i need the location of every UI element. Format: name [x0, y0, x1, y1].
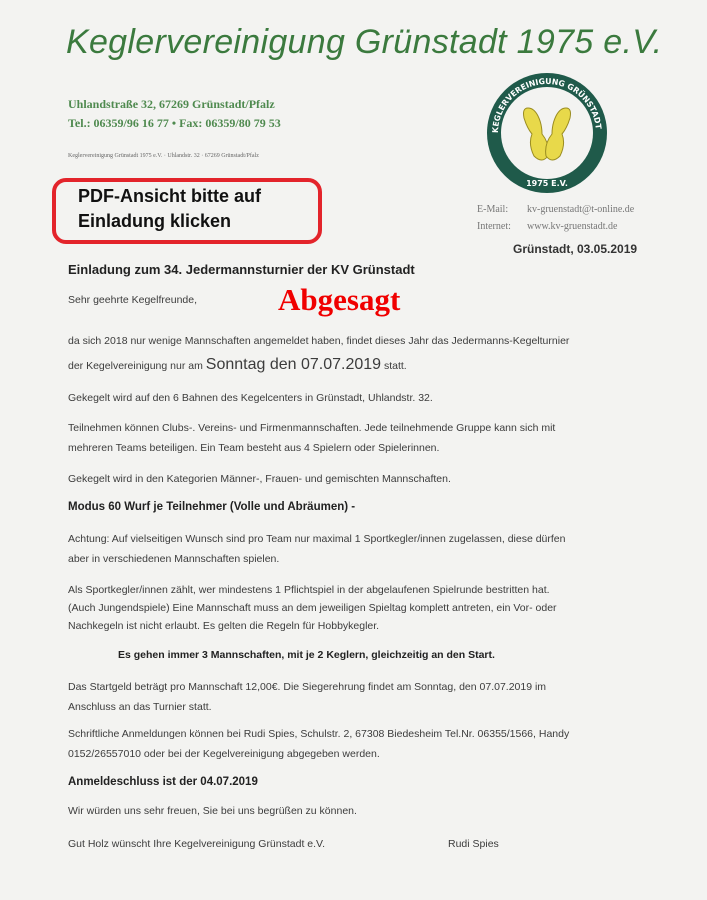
text-line: Achtung: Auf vielseitigen Wunsch sind pro Team nur maximal 1 Sportkegler/innen zugelassen, diese dürfen: [68, 533, 566, 545]
paragraph-6: [68, 581, 698, 635]
text-line: Schriftliche Anmeldungen können bei Rudi Spies, Schulstr. 2, 67308 Biedesheim Tel.Nr. 06355/1566, Handy: [68, 728, 570, 740]
text-line: Das Startgeld beträgt pro Mannschaft 12,00€. Die Siegerehrung findet am Sonntag, den 07.07.2019 im: [68, 681, 547, 693]
text-line: Nachkegeln ist nicht erlaubt. Es gelten die Regeln für Hobbykegler.: [68, 620, 380, 632]
paragraph-2: Gekegelt wird auf den 6 Bahnen des Kegelcenters in Grünstadt, Uhlandstr. 32.: [68, 392, 433, 404]
text-line: Teilnehmen können Clubs-. Vereins- und Firmenmannschaften. Jede teilnehmende Gruppe kann sich mit: [68, 422, 556, 434]
text-line: (Auch Jungendspiele) Eine Mannschaft muss an dem jeweiligen Spieltag komplett antreten, ein Vor- oder: [68, 602, 557, 614]
letter-heading: Einladung zum 34. Jedermannsturnier der KV Grünstadt: [68, 262, 415, 277]
org-title: Keglervereinigung Grünstadt 1975 e.V.: [66, 23, 663, 61]
internet-row: [477, 220, 617, 233]
greeting: Sehr geehrte Kegelfreunde,: [68, 294, 198, 306]
text-line: da sich 2018 nur wenige Mannschaften angemeldet haben, findet dieses Jahr das Jedermanns-Kegelturnier: [68, 335, 570, 347]
paragraph-5: [68, 529, 698, 569]
paragraph-1: [68, 331, 698, 375]
text-line: aber in verschiedenen Mannschaften spielen.: [68, 553, 280, 565]
text-line: mehreren Teams beteiligen. Ein Team besteht aus 4 Spielern oder Spielerinnen.: [68, 442, 440, 454]
start-rule: Es gehen immer 3 Mannschaften, mit je 2 Keglern, gleichzeitig an den Start.: [118, 649, 495, 661]
logo-year-text: 1975 E.V.: [526, 179, 568, 188]
closing-line: Wir würden uns sehr freuen, Sie bei uns begrüßen zu können.: [68, 805, 357, 817]
pdf-notice-line1[interactable]: PDF-Ansicht bitte auf: [78, 186, 261, 206]
text-span: der Kegelvereinigung nur am: [68, 360, 206, 372]
org-phone-fax: Tel.: 06359/96 16 77 • Fax: 06359/80 79 53: [68, 116, 281, 130]
email-row: [477, 203, 634, 216]
signoff-row: [68, 834, 698, 854]
club-logo-icon: [482, 68, 612, 198]
org-address: Uhlandstraße 32, 67269 Grünstadt/Pfalz: [68, 97, 275, 111]
logo-ring-text: KEGLERVEREINIGUNG GRÜNSTADT: [490, 76, 603, 134]
text-line: Als Sportkegler/innen zählt, wer mindestens 1 Pflichtspiel in der abgelaufenen Spielrunde bestritten hat.: [68, 584, 550, 596]
greeting-row: [68, 282, 698, 318]
text-line: 0152/26557010 oder bei der Kegelvereinigung abgegeben werden.: [68, 748, 380, 760]
pdf-notice-line2[interactable]: Einladung klicken: [78, 211, 232, 231]
paragraph-4: Gekegelt wird in den Kategorien Männer-, Frauen- und gemischten Mannschaften.: [68, 473, 451, 485]
letter-date: Grünstadt, 03.05.2019: [513, 242, 638, 256]
tournament-date: Sonntag den 07.07.2019: [205, 356, 382, 373]
letter-body: [68, 262, 698, 854]
paragraph-7: [68, 677, 698, 717]
website-link[interactable]: www.kv-gruenstadt.de: [527, 221, 618, 232]
modus-line: Modus 60 Wurf je Teilnehmer (Volle und Abräumen) -: [68, 501, 356, 513]
text-line: [68, 355, 698, 375]
paragraph-8: [68, 724, 698, 764]
registration-deadline: Anmeldeschluss ist der 04.07.2019: [68, 776, 258, 788]
text-span: statt.: [381, 360, 407, 372]
text-line: Anschluss an das Turnier statt.: [68, 701, 212, 713]
email-label: E-Mail:: [477, 204, 509, 215]
sender-line: Keglervereinigung Grünstadt 1975 e.V. · Uhlandstr. 32 · 67269 Grünstadt/Pfalz: [68, 153, 259, 159]
email-address[interactable]: kv-gruenstadt@t-online.de: [527, 204, 635, 215]
internet-label: Internet:: [477, 221, 511, 232]
pdf-notice-box[interactable]: [52, 178, 322, 244]
signoff: Gut Holz wünscht Ihre Kegelvereinigung Grünstadt e.V.: [68, 838, 326, 850]
cancelled-stamp: Abgesagt: [278, 282, 401, 317]
paragraph-3: [68, 418, 698, 458]
signature: Rudi Spies: [448, 838, 499, 850]
